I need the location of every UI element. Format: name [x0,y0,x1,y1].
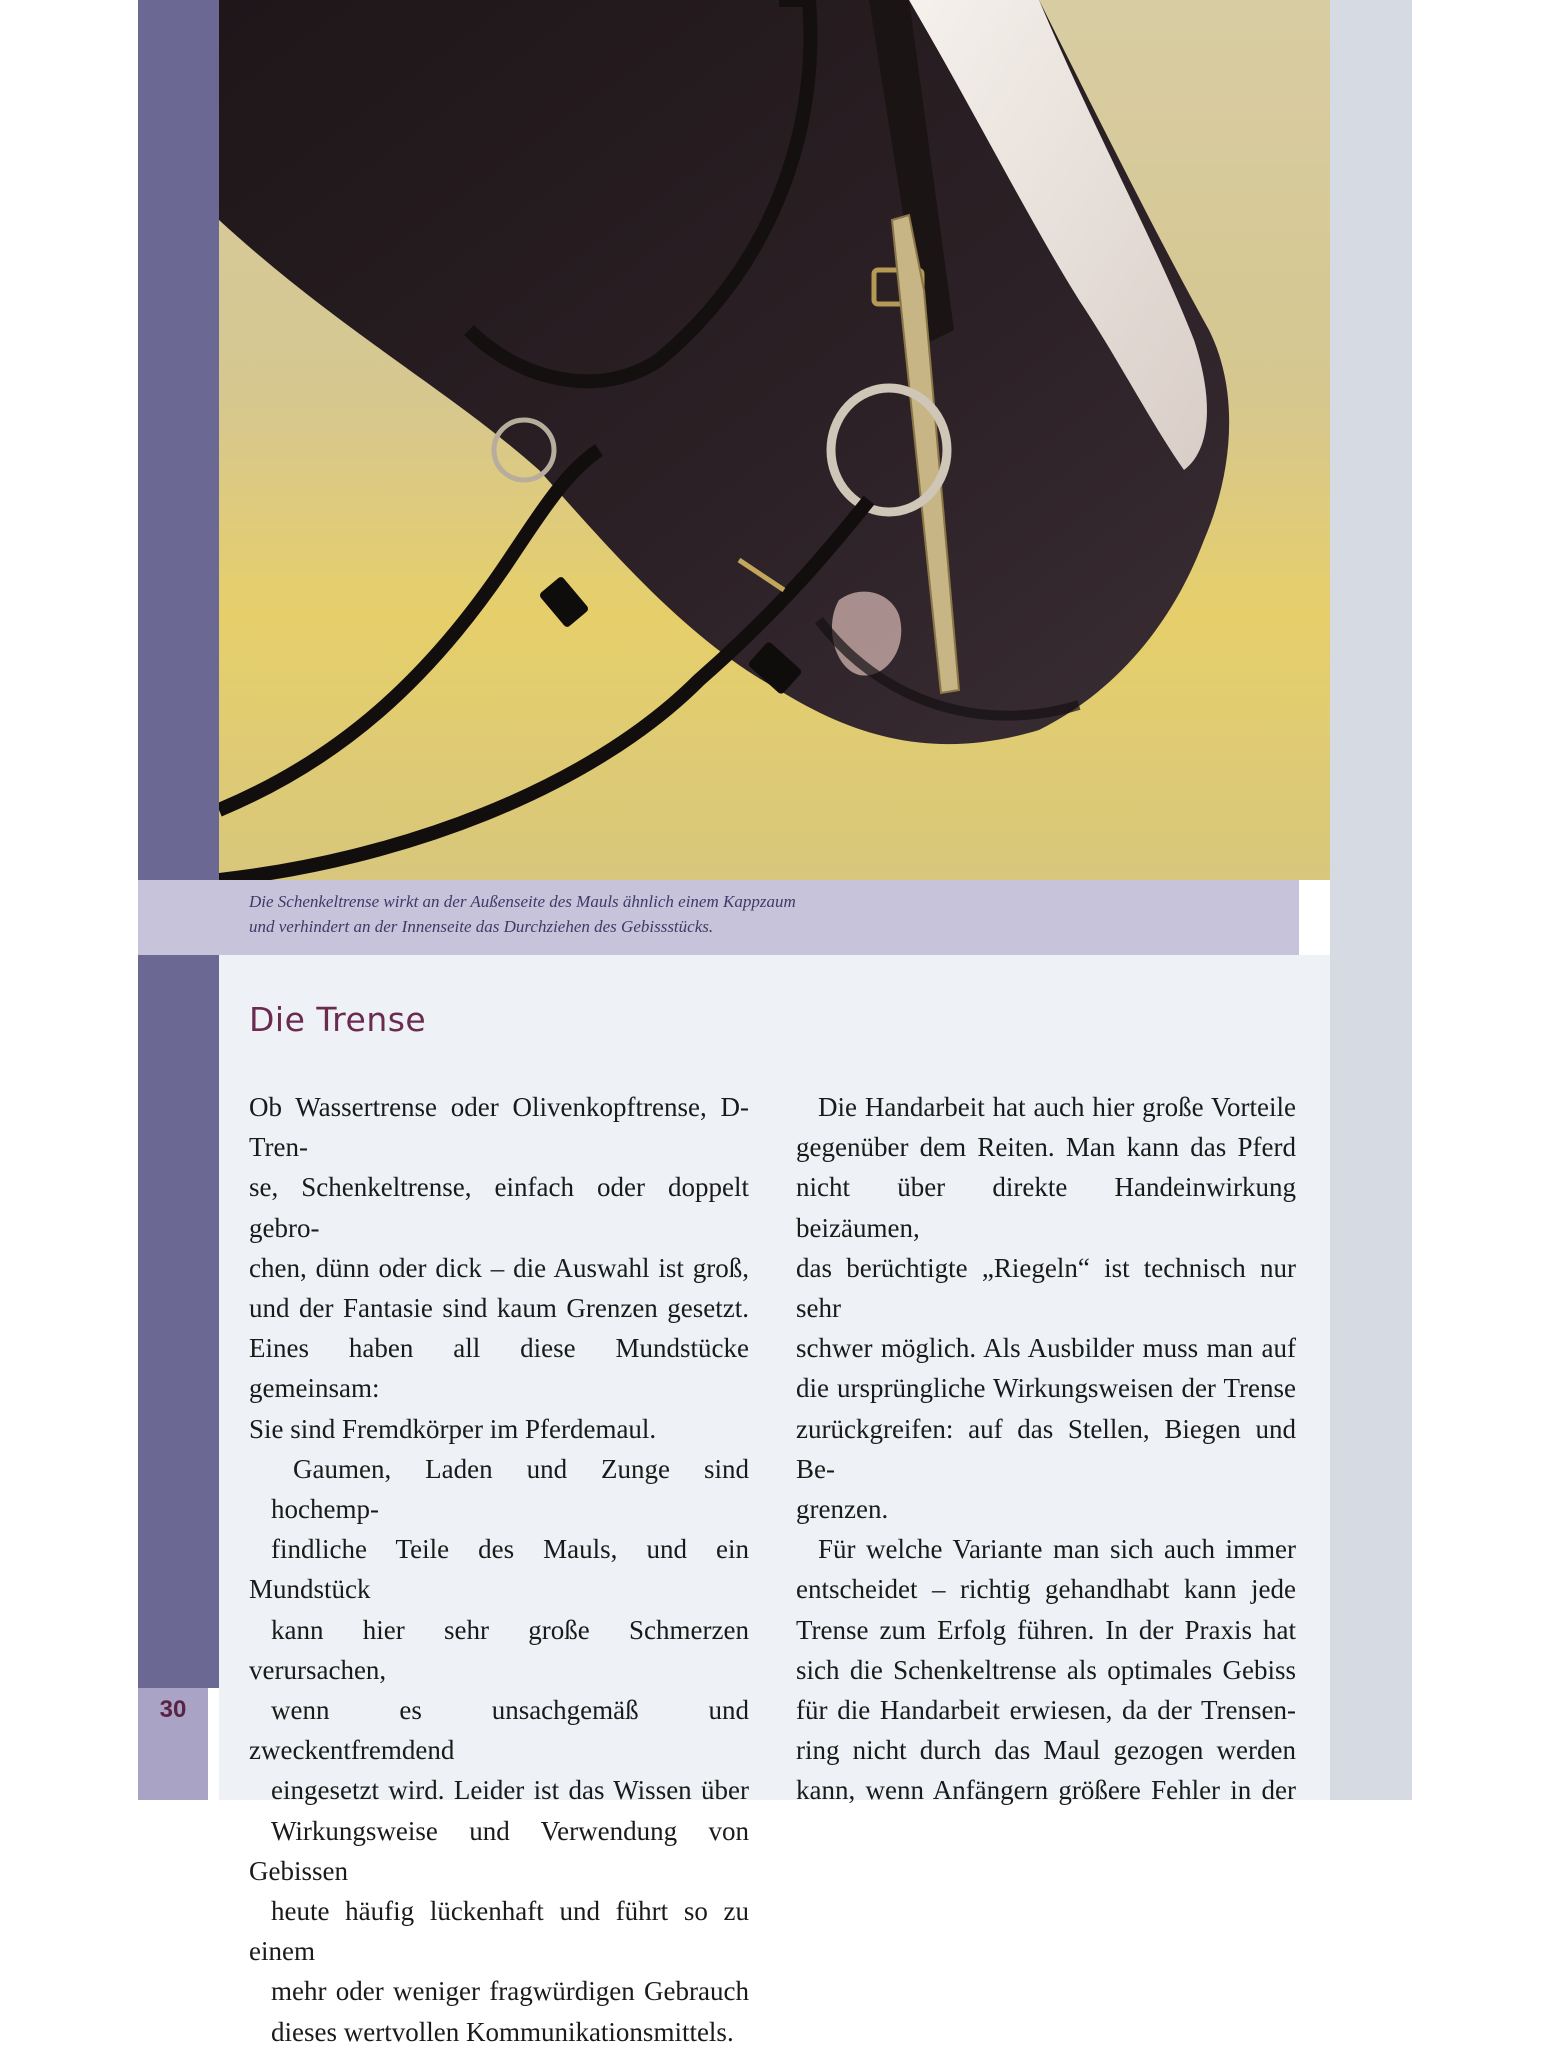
text-line: Ob Wassertrense oder Olivenkopftrense, D-Tren- [249,1092,749,1163]
text-line: nicht über direkte Handeinwirkung beizäumen, [796,1172,1296,1243]
text-line: mehr oder weniger fragwürdigen Gebrauch [271,1976,749,2007]
text-line: kann, wenn Anfängern größere Fehler in der [796,1775,1296,1806]
right-color-bar [1330,0,1412,1800]
text-line: Für welche Variante man sich auch immer [818,1534,1296,1565]
text-line: wenn es unsachgemäß und zweckentfremdend [249,1695,749,1766]
text-line: grenzen. [796,1494,889,1525]
text-line: entscheidet – richtig gehandhabt kann jede [796,1574,1296,1605]
text-line: und der Fantasie sind kaum Grenzen gesetzt. [249,1293,749,1324]
paragraph [796,1529,1296,1810]
page-number: 30 [159,1696,187,1723]
right-column [796,1087,1296,1811]
caption-line-1: Die Schenkeltrense wirkt an der Außenseite des Mauls ähnlich einem Kappzaum [249,892,796,911]
text-line: heute häufig lückenhaft und führt so zu einem [249,1896,749,1967]
paragraph [796,1087,1296,1529]
text-line: schwer möglich. Als Ausbilder muss man auf [796,1333,1296,1364]
left-color-bar [138,0,219,880]
text-line: findliche Teile des Mauls, und ein Mundstück [249,1534,749,1605]
caption-line-2: und verhindert an der Innenseite das Durchziehen des Gebissstücks. [249,917,714,936]
text-line: Die Handarbeit hat auch hier große Vorteile [818,1092,1296,1122]
paragraph [249,1087,749,1449]
text-line: Wirkungsweise und Verwendung von Gebissen [249,1815,749,1886]
section-heading: Die Trense [249,1000,427,1039]
text-line: Gaumen, Laden und Zunge sind hochemp- [271,1453,749,1525]
text-line: chen, dünn oder dick – die Auswahl ist groß, [249,1252,749,1283]
text-line: für die Handarbeit erwiesen, da der Trensen- [796,1695,1296,1726]
left-color-bar-lower [138,955,219,1688]
text-line: zurückgreifen: auf das Stellen, Biegen und Be- [796,1413,1296,1484]
text-line: eingesetzt wird. Leider ist das Wissen über [271,1775,749,1806]
text-line: kann hier sehr große Schmerzen verursachen, [249,1614,749,1685]
text-line: ring nicht durch das Maul gezogen werden [796,1735,1296,1766]
text-line: Eines haben all diese Mundstücke gemeinsam: [249,1333,749,1404]
photo-caption [138,880,1299,955]
text-line: das berüchtigte „Riegeln“ ist technisch nur sehr [796,1252,1296,1324]
text-line: dieses wertvollen Kommunikationsmittels. [271,2016,734,2047]
text-line: die ursprüngliche Wirkungsweisen der Trense [796,1373,1296,1404]
text-line: Trense zum Erfolg führen. In der Praxis hat [796,1614,1296,1645]
text-line: sich die Schenkeltrense als optimales Gebiss [796,1654,1296,1685]
text-line: se, Schenkeltrense, einfach oder doppelt gebro- [249,1172,749,1243]
paragraph [249,1449,749,2052]
horse-muzzle-bridle-photo [219,0,1330,880]
left-column [249,1087,749,2052]
text-line: Sie sind Fremdkörper im Pferdemaul. [249,1413,657,1444]
text-line: gegenüber dem Reiten. Man kann das Pferd [796,1132,1296,1163]
